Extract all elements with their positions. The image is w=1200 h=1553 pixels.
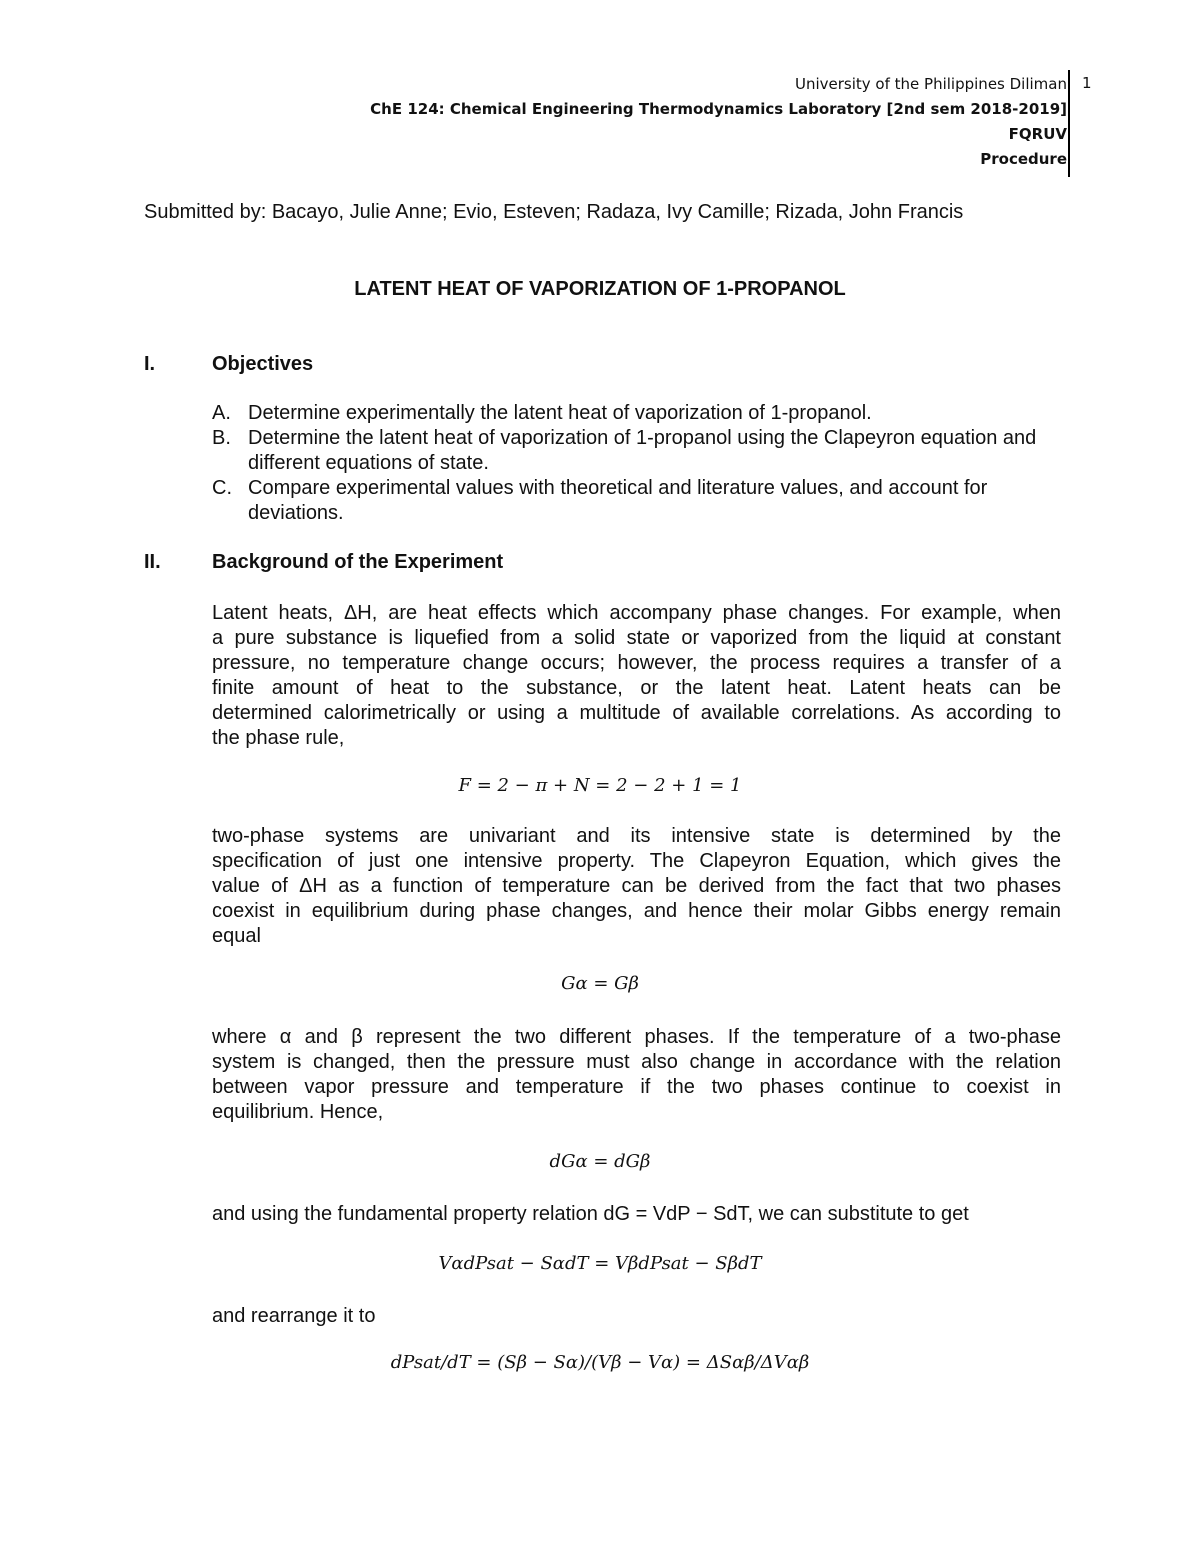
objective-text: Determine the latent heat of vaporization of 1-propanol using the Clapeyron equation and different equations of state. xyxy=(248,427,1037,474)
page-number: 1 xyxy=(1082,74,1092,92)
section-2-heading: Background of the Experiment xyxy=(212,551,504,573)
submitted-by: Submitted by: Bacayo, Julie Anne; Evio, Esteven; Radaza, Ivy Camille; Rizada, John Francis xyxy=(144,201,964,223)
page-header xyxy=(367,72,1067,172)
equation-text: Gα = Gβ xyxy=(561,973,639,994)
objective-label: A. xyxy=(212,402,231,424)
equation-phase-rule: F = 2 − π + N = 2 − 2 + 1 = 1 xyxy=(458,775,742,796)
list-item xyxy=(212,476,1062,526)
header-code: FQRUV xyxy=(1008,125,1067,143)
section-2-number: II. xyxy=(144,551,161,573)
objectives-list xyxy=(212,401,1062,526)
paragraph-line: between vapor pressure and temperature if the two phases continue to coexist in xyxy=(212,1076,1061,1098)
list-item xyxy=(212,401,1062,426)
paragraph-line: coexist in equilibrium during phase changes, and hence their molar Gibbs energy remain xyxy=(212,900,1061,922)
equation-gibbs xyxy=(0,973,1200,994)
paragraph-line: equilibrium. Hence, xyxy=(212,1101,384,1123)
paragraph-line: determined calorimetrically or using a multitude of available correlations. As according to xyxy=(212,702,1061,724)
paragraph-fundamental-relation: and using the fundamental property relation dG = VdP − SdT, we can substitute to get xyxy=(212,1203,969,1225)
equation-dgibbs xyxy=(0,1151,1200,1172)
paragraph-line: value of ΔH as a function of temperature can be derived from the fact that two phases xyxy=(212,875,1061,897)
header-divider xyxy=(1068,70,1070,177)
list-item xyxy=(212,426,1062,476)
objective-text: Determine experimentally the latent heat of vaporization of 1-propanol. xyxy=(248,402,872,424)
equation-clapeyron xyxy=(0,1352,1200,1373)
objective-label: B. xyxy=(212,427,231,449)
equation-text: dGα = dGβ xyxy=(549,1151,651,1172)
header-university: University of the Philippines Diliman xyxy=(795,75,1067,93)
paragraph-line: the phase rule, xyxy=(212,727,345,749)
paragraph-rearrange: and rearrange it to xyxy=(212,1305,376,1327)
document-title: LATENT HEAT OF VAPORIZATION OF 1-PROPANOL xyxy=(354,278,846,300)
paragraph-line: a pure substance is liquefied from a solid state or vaporized from the liquid at constant xyxy=(212,627,1061,649)
paragraph-line: finite amount of heat to the substance, or the latent heat. Latent heats can be xyxy=(212,677,1061,699)
paragraph-line: Latent heats, ΔH, are heat effects which accompany phase changes. For example, when xyxy=(212,602,1061,624)
header-section: Procedure xyxy=(980,150,1067,168)
paragraph-clapeyron xyxy=(212,824,1061,949)
paragraph-latent-heats xyxy=(212,601,1061,751)
equation-text: dPsat/dT = (Sβ − Sα)/(Vβ − Vα) = ΔSαβ/ΔVαβ xyxy=(390,1352,810,1373)
paragraph-line: pressure, no temperature change occurs; however, the process requires a transfer of a xyxy=(212,652,1061,674)
paragraph-line: specification of just one intensive property. The Clapeyron Equation, which gives the xyxy=(212,850,1061,872)
objective-text: Compare experimental values with theoretical and literature values, and account for deviations. xyxy=(248,477,988,524)
paragraph-line: where α and β represent the two different phases. If the temperature of a two-phase xyxy=(212,1026,1061,1048)
section-1-heading: Objectives xyxy=(212,353,314,375)
equation-text: VαdPsat − SαdT = VβdPsat − SβdT xyxy=(438,1253,762,1274)
objective-label: C. xyxy=(212,477,232,499)
paragraph-line: two-phase systems are univariant and its intensive state is determined by the xyxy=(212,825,1061,847)
paragraph-phases xyxy=(212,1025,1061,1125)
equation-substitution xyxy=(0,1253,1200,1274)
paragraph-line: system is changed, then the pressure must also change in accordance with the relation xyxy=(212,1051,1061,1073)
section-1-number: I. xyxy=(144,353,156,375)
paragraph-line: equal xyxy=(212,925,261,947)
header-course: ChE 124: Chemical Engineering Thermodynamics Laboratory [2nd sem 2018-2019] xyxy=(370,100,1067,118)
